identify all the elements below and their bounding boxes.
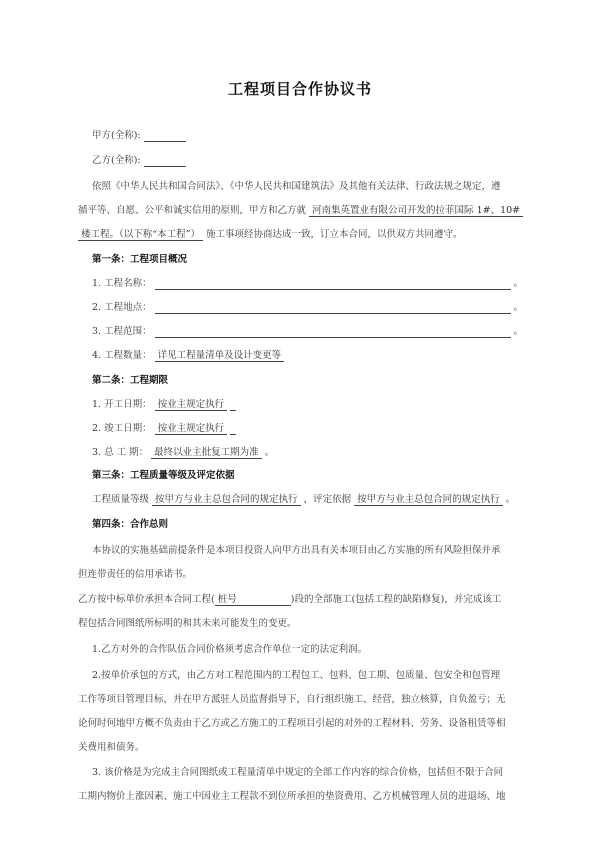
start-date-blank (230, 399, 236, 411)
party-b-blank[interactable] (144, 155, 186, 167)
quality-line (92, 494, 515, 506)
intro-line-2 (78, 205, 523, 217)
s1-item-3 (92, 326, 523, 338)
s2-item-3 (92, 447, 274, 459)
s4-p4-line-4: 关费用和债务。 (78, 742, 145, 753)
section-2-heading: 第二条：工程期限 (92, 375, 169, 386)
s4-p4-line-1: 2.按单价承包的方式，由乙方对工程范围内的工程包工、包料、包工期、包质量、包安全和包管理 (92, 670, 501, 681)
s2-item-1 (92, 399, 236, 411)
quality-end: 。 (505, 494, 516, 505)
total-duration-fill: 最终以业主批复工期为准 (151, 447, 262, 459)
s4-p5-line-2: 工期内物价上涨因素、施工中因业主工程款不到位所承担的垫资费用、乙方机械管理人员的进退场、地 (78, 791, 506, 802)
party-b-line (92, 155, 186, 167)
quality-mid: ，评定依据 (303, 494, 352, 505)
s1-item-4-label: 4. 工程数量： (92, 350, 152, 361)
intro-line-3-text: 施工事项经协商达成一致，订立本合同，以供双方共同遵守。 (206, 229, 463, 240)
intro-line-3 (78, 229, 463, 241)
s4-p1-line-1: 本协议的实施基础前提条件是本项目投资人向甲方出具有关本项目由乙方实施的所有风险担保并承 (92, 545, 501, 556)
end-date-label: 2. 竣工日期： (92, 423, 152, 434)
project-name-blank[interactable] (155, 278, 511, 290)
document-title: 工程项目合作协议书 (227, 80, 372, 98)
s1-item-1 (92, 278, 523, 290)
intro-line-1: 依照《中华人民共和国合同法》、《中华人民共和国建筑法》及其他有关法律、行政法规之规定，遵 (92, 181, 501, 192)
s4-p2-line-1 (78, 594, 501, 606)
section-4-heading: 第四条：合作总则 (92, 519, 169, 530)
s4-p2-start: 乙方按中标单价承担本合同工程( (78, 594, 215, 605)
end-date-fill: 按业主规定执行 (155, 423, 228, 435)
project-scope-blank[interactable] (155, 326, 511, 338)
s4-p3: 1.乙方对外的合作队伍合同价格须考虑合作单位一定的法定利润。 (92, 644, 368, 655)
end-date-blank (230, 423, 236, 435)
party-a-label: 甲方(全称): (92, 130, 141, 141)
s4-p1-line-2: 担连带责任的信用承诺书。 (78, 569, 193, 580)
party-a-line (92, 130, 186, 142)
project-quantity-fill: 详见工程量清单及设计变更等 (155, 350, 285, 362)
start-date-fill: 按业主规定执行 (155, 399, 228, 411)
s4-p4-line-2: 工作等项目管理目标，并在甲方派驻人员监督指导下，自行组织施工、经营，独立核算，自负盈亏；无 (78, 694, 506, 705)
project-name-fill: 河南集英置业有限公司开发的拉菲国际 1#、10# (309, 205, 523, 217)
s4-p2-mid: )段的全部施工(包括工程的缺陷修复)，并完成该工 (290, 594, 502, 605)
s1-item-2-end: 。 (513, 302, 524, 313)
s1-item-2 (92, 302, 523, 314)
intro-line-2-text: 循平等、自愿、公平和诚实信用的原则，甲方和乙方就 (78, 205, 307, 216)
s4-p5-line-1: 3. 该价格是为完成主合同图纸或工程量清单中规定的全部工作内容的综合价格，包括但不限于合同 (92, 767, 504, 778)
s1-item-4 (92, 350, 284, 362)
s4-p2-line-2: 程包括合同图纸所标明的和其未来可能发生的变更。 (78, 618, 297, 629)
project-location-blank[interactable] (155, 302, 511, 314)
s1-item-1-end: 。 (513, 278, 524, 289)
section-1-heading: 第一条：工程项目概况 (92, 254, 188, 265)
section-3-heading: 第三条：工程质量等级及评定依据 (92, 470, 235, 481)
quality-label: 工程质量等级 (92, 494, 150, 505)
party-a-blank[interactable] (144, 130, 186, 142)
quality-basis-fill: 按甲方与业主总包合同的规定执行 (354, 494, 503, 506)
party-b-label: 乙方(全称): (92, 155, 141, 166)
total-duration-label: 3. 总 工 期： (92, 447, 149, 458)
s1-item-3-label: 3. 工程范围： (92, 326, 152, 337)
pile-number-fill: 桩号 (215, 594, 291, 606)
quality-grade-fill: 按甲方与业主总包合同的规定执行 (152, 494, 301, 506)
s2-item-2 (92, 423, 236, 435)
s1-item-1-label: 1. 工程名称： (92, 278, 152, 289)
project-alias-fill: 楼工程。（以下称“本工程”） (78, 229, 203, 241)
s4-p4-line-3: 论何时何地甲方概不负责由于乙方或乙方施工的工程项目引起的对外的工程材料、劳务、设备租赁等相 (78, 718, 506, 729)
s1-item-3-end: 。 (513, 326, 524, 337)
total-duration-end: 。 (264, 447, 275, 458)
start-date-label: 1. 开工日期： (92, 399, 152, 410)
s1-item-2-label: 2. 工程地点： (92, 302, 152, 313)
